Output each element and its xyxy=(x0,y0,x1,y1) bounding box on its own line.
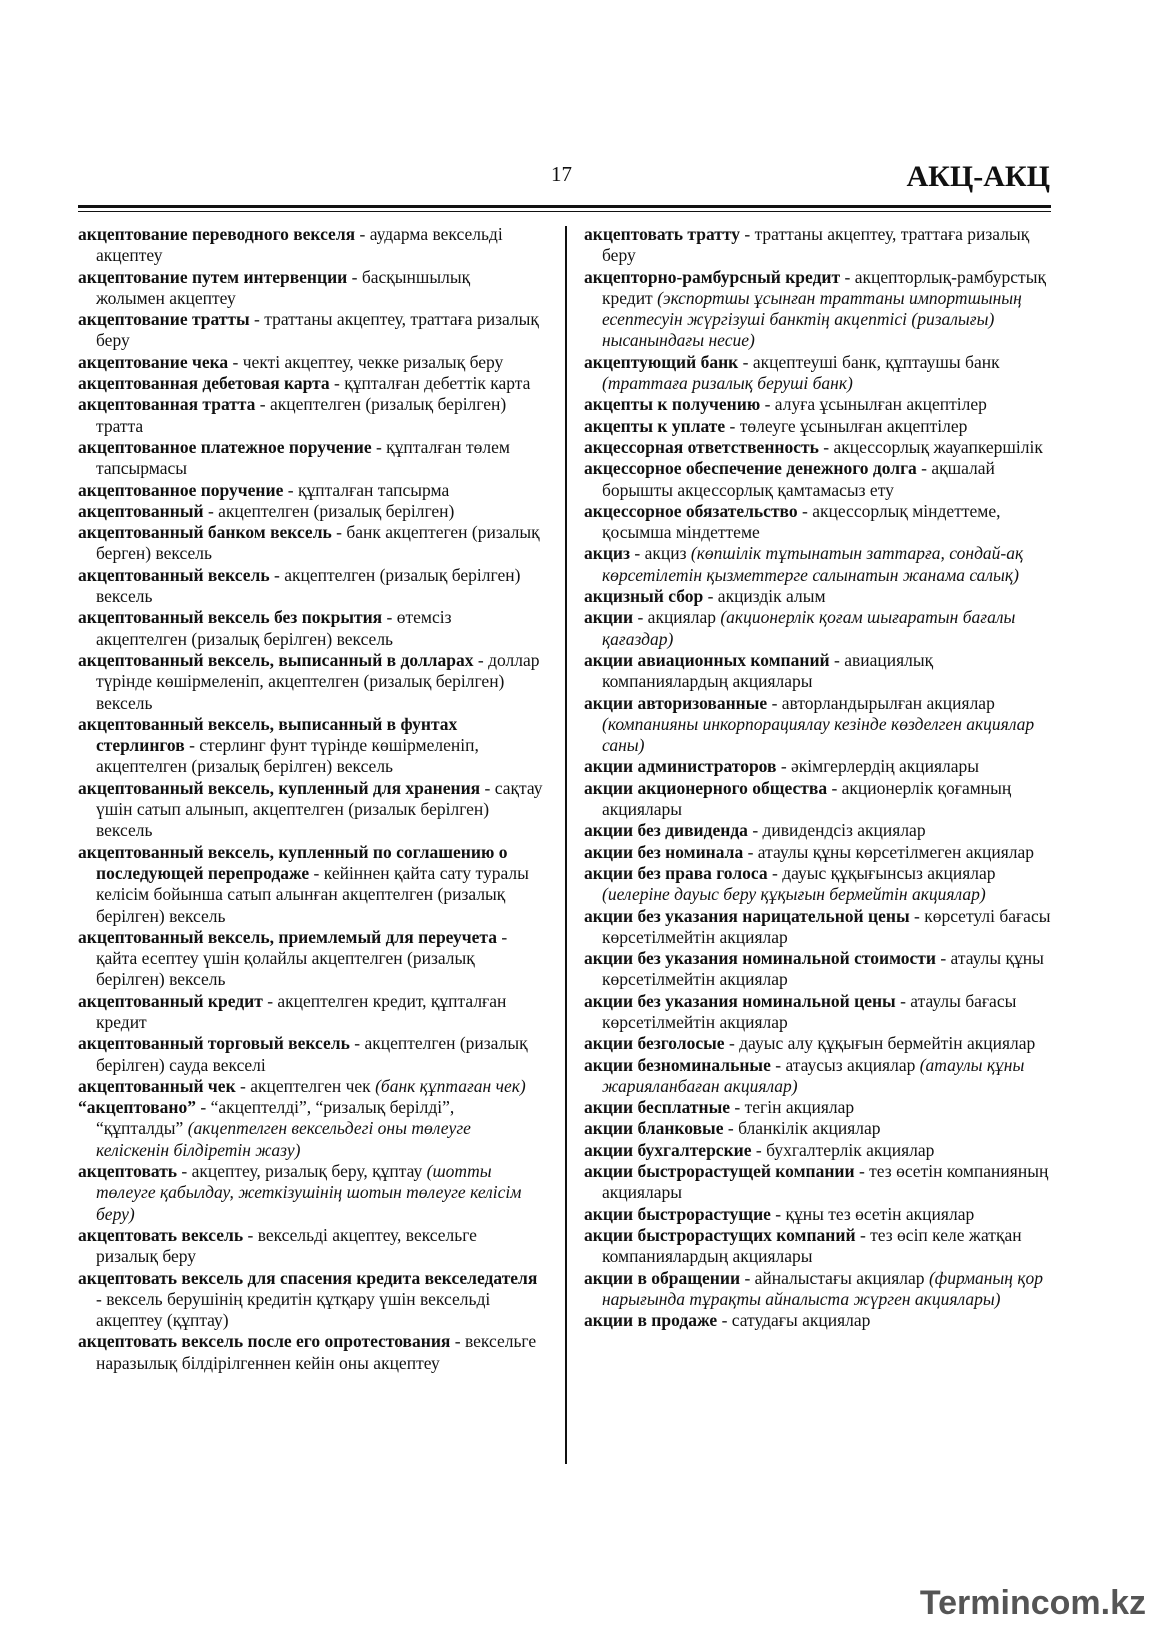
entry-separator: - xyxy=(916,458,932,479)
entry-term: акцептованный вексель xyxy=(78,564,270,585)
entry-definition: құпталған төлем тапсырмасы xyxy=(96,436,510,479)
entry-definition: акцептеуші банк, құптаушы банк xyxy=(752,351,1000,372)
dictionary-entry xyxy=(584,863,1051,906)
entry-separator: - xyxy=(309,862,324,883)
entry-term: акцептованный торговый вексель xyxy=(78,1033,350,1054)
left-column xyxy=(78,224,543,1374)
entry-term: акциз xyxy=(584,543,631,564)
dictionary-entry xyxy=(584,756,1051,777)
entry-definition: авиациялық компаниялардың акциялары xyxy=(602,649,934,692)
entry-definition: акциз xyxy=(644,543,691,564)
dictionary-entry xyxy=(584,1097,1051,1118)
entry-definition: акциздік алым xyxy=(717,586,826,607)
entry-separator: - xyxy=(480,777,495,798)
dictionary-entry xyxy=(78,373,543,394)
entry-term: акцепторно-рамбурсный кредит xyxy=(584,266,841,287)
dictionary-entry xyxy=(78,650,543,714)
entry-note: (экспортшы ұсынған траттаны импортшының есептесуін жүргізуші банктің акцептісі (ризалығы) нысанындағы несие) xyxy=(602,287,1022,351)
entry-separator: - xyxy=(751,1139,767,1160)
entry-definition: өтемсіз акцептелген (ризалық берілген) вексель xyxy=(96,607,452,649)
dictionary-entry xyxy=(78,224,543,267)
entry-term: акцептованная тратта xyxy=(78,394,256,415)
entry-term: акции быстрорастущие xyxy=(584,1203,771,1224)
entry-definition: төлеуге ұсынылған акцептілер xyxy=(739,415,968,436)
entry-definition: атаусыз акциялар xyxy=(785,1054,920,1075)
entry-term: акцептующий банк xyxy=(584,351,739,372)
entry-definition: акцессорлық міндеттеме, қосымша міндеттеме xyxy=(602,500,1001,543)
entry-separator: - xyxy=(382,607,397,628)
entry-separator: - xyxy=(739,224,755,244)
entry-term: акцептование путем интервенции xyxy=(78,266,348,287)
entry-term: акции авторизованные xyxy=(584,692,768,713)
entry-term: акции акционерного общества xyxy=(584,777,828,798)
entry-separator: - xyxy=(283,479,298,500)
entry-separator: - xyxy=(177,1161,192,1182)
entry-term: акцепты к получению xyxy=(584,394,761,415)
entry-separator: - xyxy=(96,1288,107,1309)
entry-definition: құпталған тапсырма xyxy=(297,479,450,500)
entry-term: акцептование тратты xyxy=(78,309,250,330)
entry-term: акции без номинала xyxy=(584,841,744,862)
entry-definition: алуға ұсынылған акцептілер xyxy=(774,394,987,415)
entry-separator: - xyxy=(770,1203,786,1224)
entry-separator: - xyxy=(703,586,718,607)
entry-term: акции без указания номинальной цены xyxy=(584,990,896,1011)
entry-separator: - xyxy=(818,436,834,457)
entry-note: (фирманың қор нарығында тұрақты айналыста жүрген акциялары) xyxy=(602,1267,1044,1309)
entry-definition: аударма вексельді акцептеу xyxy=(96,224,503,266)
entry-definition: дауыс алу құқығын бермейтін акциялар xyxy=(739,1033,1036,1054)
dictionary-entry xyxy=(584,586,1051,607)
dictionary-entry xyxy=(78,714,543,778)
entry-separator: - xyxy=(723,1118,739,1139)
entry-separator: - xyxy=(331,522,347,543)
entry-term: акции авиационных компаний xyxy=(584,649,830,670)
entry-definition: стерлинг фунт түрінде көшірмеленіп, акцептелген (ризалық берілген) вексель xyxy=(96,735,479,777)
entry-separator: - xyxy=(895,990,911,1011)
dictionary-entry xyxy=(78,394,543,437)
dictionary-entry xyxy=(584,991,1051,1034)
entry-definition: доллар түрінде көшірмеленіп, акцептелген (ризалық берілген) вексель xyxy=(96,649,540,713)
entry-definition: акцептелген (ризалық берілген) тратта xyxy=(96,394,507,436)
entry-separator: - xyxy=(747,820,763,841)
entry-term: акцептовать вексель для спасения кредита векселедателя xyxy=(78,1267,538,1288)
column-divider xyxy=(565,226,567,1464)
dictionary-entry xyxy=(78,1076,543,1097)
dictionary-entry xyxy=(584,501,1051,544)
dictionary-entry xyxy=(584,1140,1051,1161)
entry-definition: дивидендсіз акциялар xyxy=(762,820,926,841)
dictionary-entry xyxy=(78,1268,543,1332)
entry-term: акции бланковые xyxy=(584,1118,724,1139)
dictionary-entry xyxy=(584,906,1051,949)
entry-term: акцептованный xyxy=(78,500,204,521)
entry-term: акцептованный вексель, выписанный в долларах xyxy=(78,649,474,670)
entry-separator: - xyxy=(347,266,362,287)
entry-definition: чекті акцептеу, чекке ризалық беру xyxy=(242,351,504,372)
entry-definition: вексельді акцептеу, вексельге ризалық беру xyxy=(96,1224,477,1267)
dictionary-entry xyxy=(584,1204,1051,1225)
entry-term: акции безноминальные xyxy=(584,1054,771,1075)
entry-term: акцептованный вексель, купленный по соглашению о последующей перепродаже xyxy=(78,841,508,883)
entry-term: акции быстрорастущей компании xyxy=(584,1161,855,1182)
entry-separator: - xyxy=(717,1310,732,1331)
entry-definition: ақшалай борышты акцессорлық қамтамасыз ету xyxy=(602,458,995,500)
entry-separator: - xyxy=(767,692,782,713)
entry-term: акцепты к уплате xyxy=(584,415,726,436)
dictionary-entry xyxy=(584,267,1051,352)
entry-definition: бланкілік акциялар xyxy=(738,1118,881,1139)
dictionary-entry xyxy=(78,607,543,650)
dictionary-entry xyxy=(78,1097,543,1161)
entry-term: акции без указания нарицательной цены xyxy=(584,905,910,926)
entry-term: акцептованная дебетовая карта xyxy=(78,373,330,394)
entry-note: (банк құптаған чек) xyxy=(375,1075,526,1096)
entry-definition: кейіннен қайта сату туралы келісім бойынша сатып алынған акцептелген (ризалық берілген) вексель xyxy=(96,862,529,926)
dictionary-entry xyxy=(584,820,1051,841)
entry-definition: атаулы құны көрсетілмеген акциялар xyxy=(757,841,1035,862)
entry-definition: көрсетулі бағасы көрсетілмейтін акциялар xyxy=(602,905,1051,947)
dictionary-entry xyxy=(584,1033,1051,1054)
entry-term: акцептованное поручение xyxy=(78,479,284,500)
entry-definition: дауыс құқығынсыз акциялар xyxy=(782,862,996,883)
entry-term: акцептованный банком вексель xyxy=(78,522,332,543)
entry-definition: вексельге наразылық білдірілгеннен кейін оны акцептеу xyxy=(96,1331,537,1373)
entry-term: акции в продаже xyxy=(584,1310,718,1331)
entry-term: акцептовать тратту xyxy=(584,224,740,244)
dictionary-entry xyxy=(78,1033,543,1076)
entry-definition: траттаны акцептеу, траттаға ризалық беру xyxy=(602,224,1030,266)
entry-note: (акцептелген вексельдегі оны төлеуге келіскенін білдіретін жазу) xyxy=(96,1118,471,1160)
entry-separator: - xyxy=(329,373,345,394)
entry-separator: - xyxy=(355,224,370,244)
entry-term: акции без дивиденда xyxy=(584,820,748,841)
entry-definition: траттаны акцептеу, траттаға ризалық беру xyxy=(96,309,539,351)
entry-term: акции администраторов xyxy=(584,756,777,777)
entry-separator: - xyxy=(909,905,925,926)
entry-separator: - xyxy=(473,649,489,670)
entry-note: (акционерлік қоғам шығаратын бағалы қағаздар) xyxy=(602,607,1016,649)
dictionary-entry xyxy=(78,565,543,608)
entry-separator: - xyxy=(776,756,792,777)
entry-note: (иелеріне дауыс беру құқығын бермейтін акциялар) xyxy=(602,884,986,905)
entry-term: акцептованный вексель, приемлемый для переучета xyxy=(78,926,497,947)
dictionary-entry xyxy=(78,1161,543,1225)
dictionary-entry xyxy=(584,650,1051,693)
entry-definition: тез өсіп келе жатқан компаниялардың акциялары xyxy=(602,1224,1022,1267)
entry-separator: - xyxy=(450,1331,465,1352)
entry-separator: - xyxy=(725,415,740,436)
entry-term: “акцептовано” xyxy=(78,1097,196,1118)
dictionary-entry xyxy=(78,1331,543,1374)
entry-separator: - xyxy=(630,543,645,564)
entry-term: акцизный сбор xyxy=(584,586,704,607)
entry-separator: - xyxy=(743,841,758,862)
entry-separator: - xyxy=(496,926,508,947)
entry-note: (көпшілік тұтынатын заттарға, сондай-ақ көрсетілетін қызметтерге салынатын жанама салық) xyxy=(602,543,1024,585)
entry-term: акцептовать xyxy=(78,1161,178,1182)
dictionary-entry xyxy=(78,352,543,373)
entry-definition: құпталған дебеттік карта xyxy=(344,373,531,394)
entry-separator: - xyxy=(262,990,278,1011)
entry-term: акцептование чека xyxy=(78,351,229,372)
entry-definition: акцепторлық-рамбурстық кредит xyxy=(602,266,1046,308)
entry-definition: акцептелген кредит, құпталған кредит xyxy=(96,990,507,1032)
entry-definition: акцептелген чек xyxy=(250,1075,376,1096)
entry-note: (траттаға ризалық беруші банк) xyxy=(602,373,853,394)
entry-separator: - xyxy=(829,649,845,670)
dictionary-entry xyxy=(584,352,1051,395)
running-head: АКЦ-АКЦ xyxy=(906,160,1050,193)
dictionary-entry xyxy=(584,224,1051,267)
entry-separator: - xyxy=(730,1097,745,1118)
header-rule-thick xyxy=(78,205,1051,208)
entry-separator: - xyxy=(855,1224,871,1245)
entry-definition: басқыншылық жолымен акцептеу xyxy=(96,266,471,308)
entry-definition: тегін акциялар xyxy=(744,1097,855,1118)
entry-note: (шотты төлеуге қабылдау, жеткізушінің шотын төлеуге келісім беру) xyxy=(96,1161,522,1224)
page-number: 17 xyxy=(551,162,572,186)
dictionary-entry xyxy=(78,309,543,352)
dictionary-entry xyxy=(584,693,1051,757)
dictionary-entry xyxy=(78,501,543,522)
entry-definition: банк акцептеген (ризалық берген) вексель xyxy=(96,522,540,564)
dictionary-entry xyxy=(584,1310,1051,1331)
entry-definition: атаулы бағасы көрсетілмейтін акциялар xyxy=(602,990,1017,1032)
entry-definition: авторландырылған акциялар xyxy=(781,692,995,713)
dictionary-entry xyxy=(584,437,1051,458)
entry-separator: - xyxy=(738,351,753,372)
dictionary-entry xyxy=(78,927,543,991)
entry-definition: әкімгерлердің акциялары xyxy=(791,756,980,777)
entry-separator: - xyxy=(740,1267,755,1288)
entry-separator: - xyxy=(371,436,387,457)
dictionary-entry xyxy=(78,437,543,480)
entry-separator: - xyxy=(228,351,243,372)
entry-term: акцептовать вексель после его опротестования xyxy=(78,1331,451,1352)
entry-note: (компанияны инкорпорациялау кезінде көзделген акциялар саны) xyxy=(602,713,1035,756)
entry-separator: - xyxy=(840,266,855,287)
entry-separator: - xyxy=(203,500,219,521)
entry-separator: - xyxy=(797,500,813,521)
entry-term: акции безголосые xyxy=(584,1033,725,1054)
dictionary-entry xyxy=(584,948,1051,991)
entry-term: акцептованное платежное поручение xyxy=(78,436,372,457)
entry-definition: акцептелген (ризалық берілген) сауда вексeлі xyxy=(96,1033,528,1075)
entry-separator: - xyxy=(249,309,265,330)
dictionary-entry xyxy=(584,1161,1051,1204)
entry-separator: - xyxy=(724,1033,740,1054)
entry-separator: - xyxy=(255,394,270,415)
dictionary-entry xyxy=(78,778,543,842)
entry-definition: акциялар xyxy=(647,607,721,628)
entry-definition: құны тез өсетін акциялар xyxy=(785,1203,975,1224)
entry-term: акцессорное обеспечение денежного долга xyxy=(584,458,917,479)
dictionary-entry xyxy=(584,1225,1051,1268)
entry-definition: акцептеу, ризалық беру, құптау xyxy=(191,1161,427,1182)
entry-term: акции в обращении xyxy=(584,1267,741,1288)
entry-term: акции без права голоса xyxy=(584,862,768,883)
entry-definition: акционерлік қоғамның акциялары xyxy=(602,777,1012,820)
entry-separator: - xyxy=(349,1033,365,1054)
entry-term: акцептованный вексель без покрытия xyxy=(78,607,383,628)
entry-term: акцептованный чек xyxy=(78,1075,236,1096)
dictionary-entry xyxy=(584,416,1051,437)
entry-separator: - xyxy=(633,607,648,628)
entry-separator: - xyxy=(827,777,842,798)
dictionary-entry xyxy=(78,991,543,1034)
entry-definition: сақтау үшін сатып алынып, акцептелген (ризалык берілген) вексель xyxy=(96,777,543,841)
entry-separator: - xyxy=(235,1075,251,1096)
dictionary-entry xyxy=(584,778,1051,821)
entry-term: акцептованный вексель, купленный для хранения xyxy=(78,777,481,798)
entry-term: акцептовать вексель xyxy=(78,1224,244,1245)
watermark: Termincom.kz xyxy=(919,1584,1146,1622)
entry-definition: акцептелген (ризалық берілген) вексель xyxy=(96,564,521,607)
entry-term: акции быстрорастущих компаний xyxy=(584,1224,856,1245)
entry-term: акцессорное обязательство xyxy=(584,500,798,521)
entry-definition: қайта есептеу үшін қолайлы акцептелген (ризалық берілген) вексель xyxy=(96,948,475,990)
dictionary-entry xyxy=(78,480,543,501)
dictionary-entry xyxy=(584,1118,1051,1139)
entry-note: (атаулы құны жарияланбаған акциялар) xyxy=(602,1054,1025,1096)
entry-separator: - xyxy=(195,1097,211,1118)
dictionary-entry xyxy=(584,1055,1051,1098)
entry-definition: “акцептелді”, “ризалық берілді”, “құпталды” xyxy=(96,1097,455,1139)
entry-term: акции xyxy=(584,607,634,628)
dictionary-entry xyxy=(584,543,1051,586)
entry-term: акцептование переводного векселя xyxy=(78,224,356,244)
dictionary-entry xyxy=(584,607,1051,650)
entry-definition: вексель берушінің кредитін құтқару үшін вексельді акцептеу (құптау) xyxy=(96,1288,491,1331)
entry-separator: - xyxy=(854,1161,870,1182)
entry-separator: - xyxy=(935,948,951,969)
dictionary-entry xyxy=(78,1225,543,1268)
dictionary-entry xyxy=(584,1268,1051,1311)
entry-term: акции бухгалтерские xyxy=(584,1139,752,1160)
entry-definition: тез өсетін компанияның акциялары xyxy=(602,1161,1049,1203)
dictionary-entry xyxy=(584,842,1051,863)
entry-term: акции без указания номинальной стоимости xyxy=(584,948,936,969)
entry-term: акцептованный вексель, выписанный в фунтах стерлингов xyxy=(78,713,458,756)
entry-separator: - xyxy=(269,564,285,585)
entry-definition: атаулы құны көрсетілмейтін акциялар xyxy=(602,948,1044,990)
right-column xyxy=(584,224,1051,1331)
entry-definition: акцептелген (ризалық берілген) xyxy=(218,500,455,521)
entry-separator: - xyxy=(770,1054,786,1075)
dictionary-entry xyxy=(78,522,543,565)
header-rule-thin xyxy=(78,211,1051,212)
dictionary-entry xyxy=(584,458,1051,501)
entry-separator: - xyxy=(243,1224,258,1245)
entry-definition: сатудағы акциялар xyxy=(731,1310,871,1331)
dictionary-entry xyxy=(78,267,543,310)
entry-separator: - xyxy=(184,735,200,756)
entry-term: акцессорная ответственность xyxy=(584,436,819,457)
dictionary-entry xyxy=(78,842,543,927)
entry-definition: акцессорлық жауапкершілік xyxy=(833,436,1043,457)
dictionary-entry xyxy=(584,394,1051,415)
entry-term: акции бесплатные xyxy=(584,1097,731,1118)
entry-term: акцептованный кредит xyxy=(78,990,263,1011)
entry-separator: - xyxy=(767,862,783,883)
entry-separator: - xyxy=(760,394,775,415)
entry-definition: бухгалтерлік акциялар xyxy=(766,1139,935,1160)
entry-definition: айналыстағы акциялар xyxy=(754,1267,929,1288)
